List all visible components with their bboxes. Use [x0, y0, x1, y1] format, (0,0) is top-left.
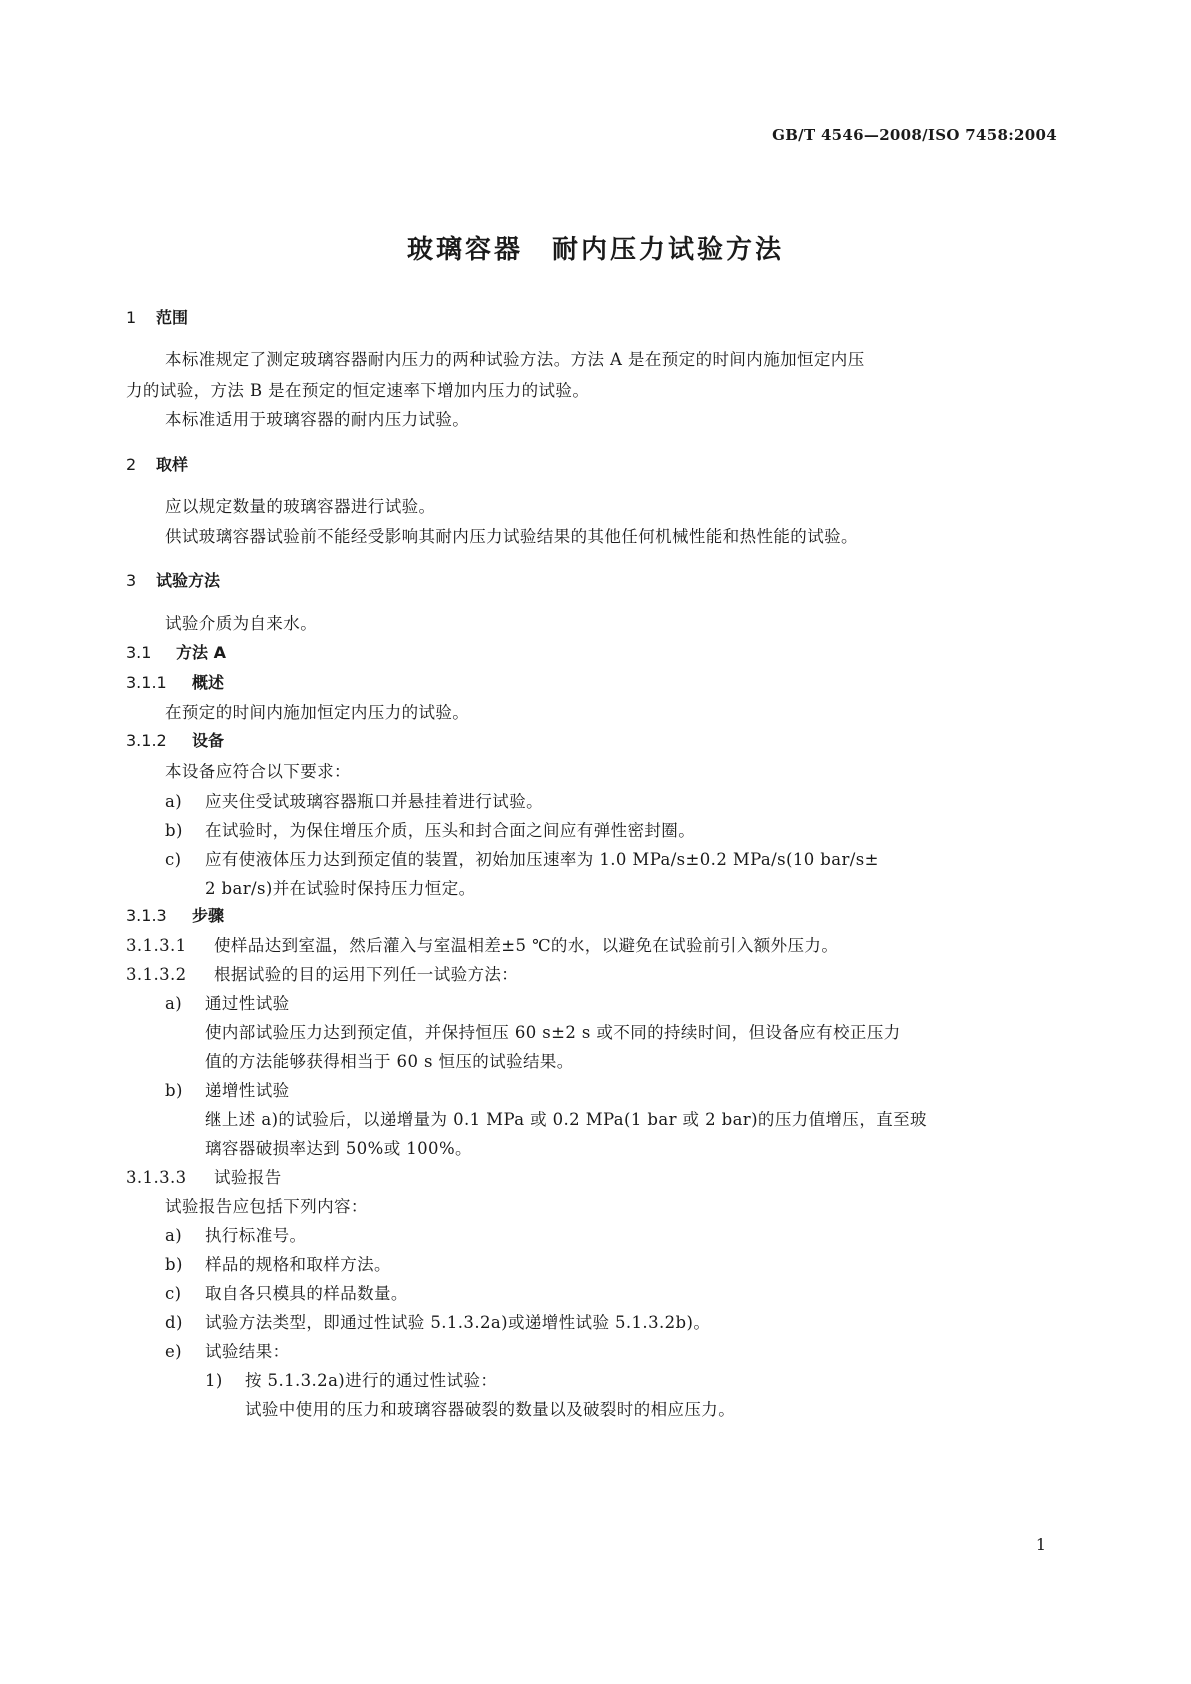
list-item: [165, 1222, 306, 1246]
list-item: [165, 846, 879, 870]
clause-text: 使样品达到室温，然后灌入与室温相差±5 ℃的水，以避免在试验前引入额外压力。: [214, 936, 839, 955]
subsection-number: 3.1.1: [126, 673, 167, 692]
paragraph-line: 本标准规定了测定玻璃容器耐内压力的两种试验方法。方法 A 是在预定的时间内施加恒定内压: [165, 350, 865, 369]
subsection-title: 方法 A: [176, 643, 226, 662]
list-item: [165, 788, 543, 812]
list-text: 在试验时，为保住增压介质，压头和封合面之间应有弹性密封圈。: [205, 821, 696, 840]
section-number: 1: [126, 308, 137, 327]
clause-3-1-3-2: [126, 961, 518, 985]
document-title: 玻璃容器 耐内压力试验方法: [406, 235, 784, 265]
section-3-heading: [126, 568, 220, 591]
list-continuation: 继上述 a)的试验后，以递增量为 0.1 MPa 或 0.2 MPa(1 bar 或 2 bar)的压力值增压，直至玻: [205, 1110, 927, 1129]
list-label: 1): [205, 1371, 223, 1390]
page-number: 1: [1035, 1535, 1046, 1554]
list-label: c): [165, 850, 182, 869]
subsection-number: 3.1.2: [126, 731, 167, 750]
list-text: 试验结果：: [205, 1342, 290, 1361]
list-label: d): [165, 1313, 183, 1332]
clause-title: 试验报告: [214, 1168, 282, 1187]
section-1-heading: [126, 305, 188, 328]
standard-code: GB/T 4546—2008/ISO 7458:2004: [772, 126, 1057, 144]
section-number: 2: [126, 455, 137, 474]
section-title: 试验方法: [156, 571, 221, 590]
paragraph: 试验报告应包括下列内容：: [165, 1197, 368, 1216]
paragraph: 本设备应符合以下要求：: [165, 762, 351, 781]
list-label: e): [165, 1342, 183, 1361]
list-item: [165, 990, 290, 1014]
list-continuation: 使内部试验压力达到预定值，并保持恒压 60 s±2 s 或不同的持续时间，但设备应有校正压力: [205, 1023, 901, 1042]
list-item: [165, 1251, 391, 1275]
list-text: 应有使液体压力达到预定值的装置，初始加压速率为 1.0 MPa/s±0.2 MPa/s(10 bar/s±: [205, 850, 879, 869]
clause-3-1-3-3: [126, 1164, 282, 1188]
clause-number: 3.1.3.3: [126, 1168, 187, 1187]
subsection-3-1-heading: [126, 640, 226, 663]
paragraph: 供试玻璃容器试验前不能经受影响其耐内压力试验结果的其他任何机械性能和热性能的试验。: [165, 527, 858, 546]
list-item: [165, 1338, 290, 1362]
section-number: 3: [126, 571, 137, 590]
subsection-title: 概述: [192, 673, 225, 692]
sub-list-item: [205, 1367, 497, 1391]
list-title: 递增性试验: [205, 1081, 290, 1100]
paragraph: 本标准适用于玻璃容器的耐内压力试验。: [165, 410, 470, 429]
clause-text: 根据试验的目的运用下列任一试验方法：: [214, 965, 519, 984]
list-text: 执行标准号。: [205, 1226, 307, 1245]
subsection-number: 3.1: [126, 643, 152, 662]
paragraph-line: 力的试验，方法 B 是在预定的恒定速率下增加内压力的试验。: [126, 381, 590, 400]
clause-number: 3.1.3.1: [126, 936, 187, 955]
section-2-heading: [126, 452, 188, 475]
section-title: 取样: [156, 455, 189, 474]
clause-number: 3.1.3.2: [126, 965, 187, 984]
list-continuation: 值的方法能够获得相当于 60 s 恒压的试验结果。: [205, 1052, 574, 1071]
list-label: a): [165, 1226, 183, 1245]
clause-3-1-3-1: [126, 932, 838, 956]
subsection-number: 3.1.3: [126, 906, 167, 925]
subsection-3-1-3-heading: [126, 903, 224, 926]
subsection-title: 步骤: [192, 906, 225, 925]
list-title: 通过性试验: [205, 994, 290, 1013]
list-label: c): [165, 1284, 182, 1303]
list-label: a): [165, 994, 183, 1013]
list-text: 应夹住受试玻璃容器瓶口并悬挂着进行试验。: [205, 792, 543, 811]
list-continuation: 试验中使用的压力和玻璃容器破裂的数量以及破裂时的相应压力。: [245, 1400, 736, 1419]
paragraph: 试验介质为自来水。: [165, 614, 318, 633]
subsection-title: 设备: [192, 731, 225, 750]
list-label: a): [165, 792, 183, 811]
list-label: b): [165, 1081, 183, 1100]
list-text: 取自各只模具的样品数量。: [205, 1284, 408, 1303]
subsection-3-1-1-heading: [126, 670, 224, 693]
list-continuation: 璃容器破损率达到 50%或 100%。: [205, 1139, 472, 1158]
list-continuation: 2 bar/s)并在试验时保持压力恒定。: [205, 879, 476, 898]
list-text: 按 5.1.3.2a)进行的通过性试验：: [245, 1371, 498, 1390]
paragraph: 在预定的时间内施加恒定内压力的试验。: [165, 703, 470, 722]
list-item: [165, 1077, 290, 1101]
list-label: b): [165, 1255, 183, 1274]
paragraph: 应以规定数量的玻璃容器进行试验。: [165, 497, 436, 516]
subsection-3-1-2-heading: [126, 728, 224, 751]
section-title: 范围: [156, 308, 189, 327]
list-item: [165, 817, 695, 841]
list-item: [165, 1280, 408, 1304]
list-text: 试验方法类型，即通过性试验 5.1.3.2a)或递增性试验 5.1.3.2b)。: [205, 1313, 711, 1332]
list-item: [165, 1309, 710, 1333]
list-text: 样品的规格和取样方法。: [205, 1255, 391, 1274]
list-label: b): [165, 821, 183, 840]
